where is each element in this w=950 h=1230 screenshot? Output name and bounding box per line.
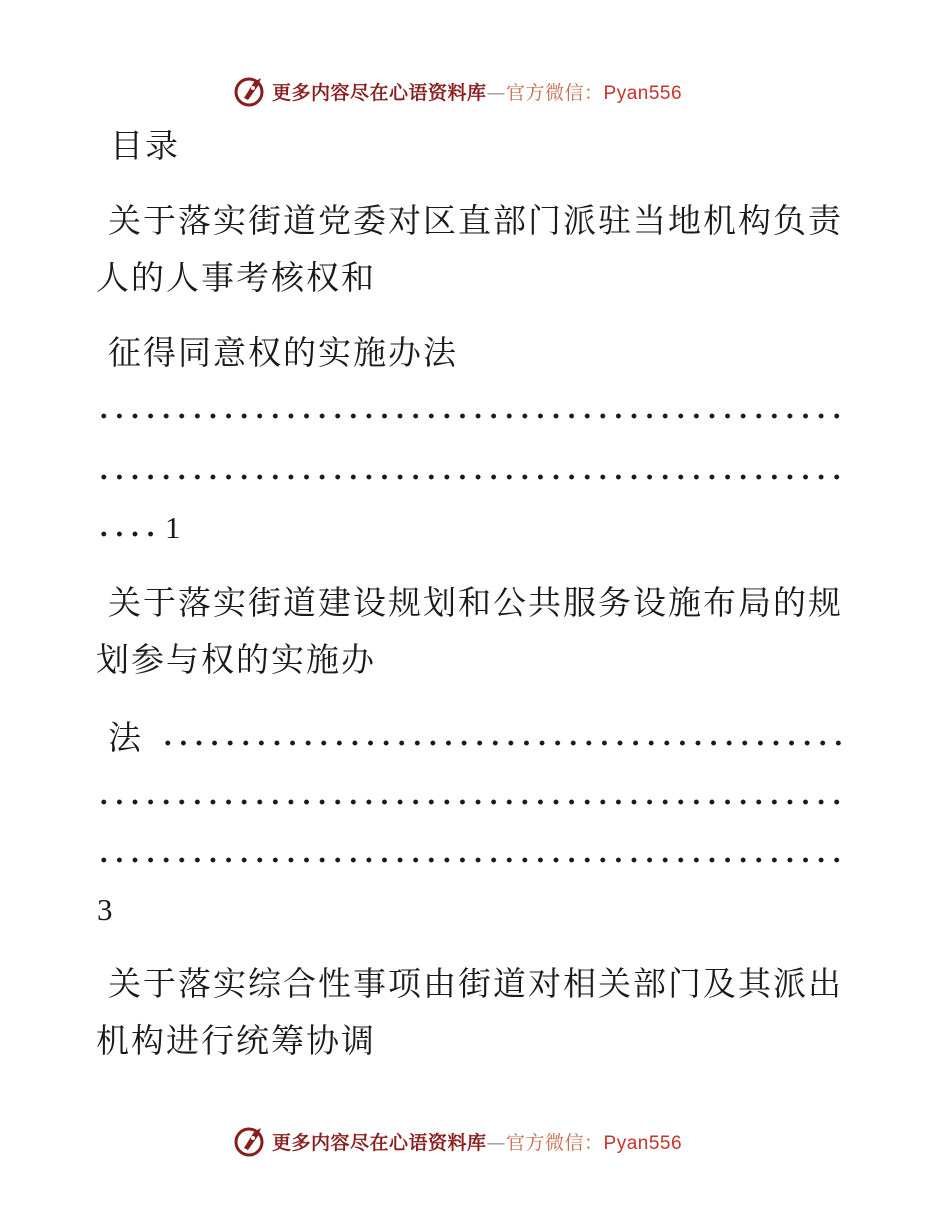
toc-entry-3-title-line1[interactable]: 关于落实综合性事项由街道对相关部门及其派出 xyxy=(108,964,843,1003)
watermark-text: 更多内容尽在心语资料库—官方微信：Pyan556 xyxy=(272,81,683,104)
toc-entry-2-title-line3[interactable]: 法 xyxy=(108,718,143,757)
pen-nib-logo-icon xyxy=(234,74,268,108)
pen-nib-logo-icon xyxy=(234,1124,268,1158)
toc-entry-1-title-line1[interactable]: 关于落实街道党委对区直部门派驻当地机构负责 xyxy=(108,201,843,240)
toc-leader-dots xyxy=(96,471,842,483)
watermark-banner-top xyxy=(0,71,950,111)
toc-entry-1-title-line3[interactable]: 征得同意权的实施办法 xyxy=(108,333,458,372)
toc-leader-dots xyxy=(96,854,842,866)
toc-leader-dots xyxy=(160,737,842,749)
toc-entry-2-title-line1[interactable]: 关于落实街道建设规划和公共服务设施布局的规 xyxy=(108,583,843,622)
watermark-text: 更多内容尽在心语资料库—官方微信：Pyan556 xyxy=(272,1131,683,1154)
toc-leader-dots xyxy=(96,796,842,808)
toc-entry-2-page-number[interactable]: 3 xyxy=(97,892,113,927)
toc-leader-dots xyxy=(96,528,158,540)
watermark-banner-bottom xyxy=(0,1121,950,1161)
toc-leader-dots xyxy=(96,410,842,422)
toc-entry-1-page-number[interactable]: 1 xyxy=(165,510,181,545)
toc-entry-2-title-line2[interactable]: 划参与权的实施办 xyxy=(96,640,376,679)
toc-entry-3-title-line2[interactable]: 机构进行统筹协调 xyxy=(96,1021,376,1060)
toc-entry-1-title-line2[interactable]: 人的人事考核权和 xyxy=(96,258,376,297)
toc-heading: 目录 xyxy=(110,126,180,165)
